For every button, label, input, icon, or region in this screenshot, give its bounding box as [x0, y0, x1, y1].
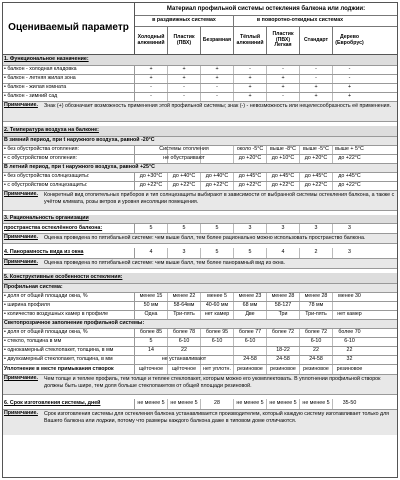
comparison-table — [2, 2, 398, 478]
section-title — [3, 55, 397, 66]
value-cell: 18-22 — [267, 347, 300, 355]
value-cell: выше -8°С — [267, 146, 300, 154]
value-cell: до +20°С — [300, 155, 333, 163]
value-cell: + — [267, 84, 300, 92]
value-cell: 50 мм — [135, 302, 168, 310]
section-title-text: 5. Конструктивные особенности остекления: — [4, 274, 123, 281]
row-label: • без обустройства солнцезащиты: — [3, 173, 135, 181]
value-cell: до +20°С — [234, 155, 267, 163]
note-row — [3, 234, 397, 244]
value-cell: менее 5 — [201, 293, 234, 301]
table-row — [3, 347, 397, 356]
col-header: Тёплый алюминий — [234, 27, 267, 54]
value-cell: + — [201, 75, 234, 83]
value-cell: более 78 — [168, 329, 201, 337]
table-row — [3, 224, 397, 234]
value-cell: Три-пять — [300, 311, 333, 319]
row-label: • ширина профиля — [3, 302, 135, 310]
note-row — [3, 102, 397, 122]
table-row — [3, 329, 397, 338]
note-row — [3, 259, 397, 269]
row-label: • балкон - летняя жилая зона — [3, 75, 135, 83]
section-title-text: В зимний период, при t наружного воздуха, равной -20°С — [4, 137, 155, 144]
value-cell: 3 — [348, 224, 351, 231]
table-body — [3, 55, 397, 435]
value-cell: выше -5°С — [300, 146, 333, 154]
value-cell: 22 — [168, 347, 201, 355]
param-header: Оцениваемый параметр — [3, 3, 135, 54]
value-cell: менее 28 — [300, 293, 333, 301]
table-row — [3, 173, 397, 182]
value-cell: до +45°С — [338, 173, 361, 180]
section-title-text: В летний период, при t наружного воздуха, равной +25°С — [4, 164, 155, 171]
value-cell: - — [300, 75, 333, 83]
value-cell: нет камер — [337, 311, 362, 318]
value-cell: 24-58 — [267, 356, 300, 364]
note-text: Чем толще и теплее профиль, тем толще и теплее стеклопакет, которым можно его укомплектовать. В уплотнении профильной створок должны быть шире, тем доля больше стеклопакетом от общей площади резиновой. — [44, 376, 381, 390]
value-cell: до +40°С — [201, 173, 234, 181]
note-label: Примечание. — [4, 375, 38, 381]
table-row — [3, 93, 397, 102]
value-cell: до +22°С — [300, 182, 333, 190]
row-label: • балкон - жилая комната — [3, 84, 135, 92]
value-cell: более 72 — [267, 329, 300, 337]
table-row — [3, 155, 397, 164]
value-cell: более 77 — [234, 329, 267, 337]
value-cell: + — [234, 84, 267, 92]
material-header — [135, 3, 397, 54]
value-cell: + — [234, 75, 267, 83]
row-label: Уплотнение в месте примыкания створок — [3, 365, 135, 374]
table-row — [3, 293, 397, 302]
value-cell: - — [168, 93, 201, 101]
table-row — [3, 338, 397, 347]
row-label: • с обустройством солнцезащиты: — [3, 182, 135, 190]
value-cell: до +22°С — [135, 182, 168, 190]
value-cell: до +10°С — [267, 155, 300, 163]
row-label: • стекло, толщина в мм — [3, 338, 135, 346]
value-cell: 4 — [267, 248, 300, 258]
note-row — [3, 375, 397, 395]
value-cell: менее 28 — [267, 293, 300, 301]
section-title — [3, 126, 397, 137]
value-cell: - — [348, 66, 351, 73]
section-title-text: 2. Температура воздуха на балконе: — [4, 127, 99, 134]
value-cell: более 72 — [300, 329, 333, 337]
col-header: Холодный алюминий — [135, 27, 168, 54]
section-title-text: 1. Функциональное назначение: — [4, 56, 89, 63]
value-cell: 28 — [201, 399, 234, 409]
value-cell: 35-50 — [342, 400, 357, 407]
value-cell: резиновое — [267, 365, 300, 374]
value-cell: - — [135, 93, 168, 101]
section-title-text: 6. Срок изготовления системы, дней — [3, 399, 135, 409]
table-row — [3, 66, 397, 75]
note-label: Примечание. — [4, 191, 38, 197]
value-cell: до +22°С — [168, 182, 201, 190]
note-label: Примечание. — [4, 234, 38, 240]
value-cell: Три-пять — [168, 311, 201, 319]
value-cell: + — [135, 66, 168, 74]
value-cell: не менее 5 — [234, 399, 267, 409]
col-header: Стандарт — [300, 27, 333, 54]
value-cell: + — [347, 84, 352, 91]
value-cell: - — [300, 66, 333, 74]
value-cell — [201, 155, 234, 163]
value-cell — [333, 302, 366, 310]
value-cell: Одна — [135, 311, 168, 319]
section-title — [3, 215, 397, 224]
value-cell: - — [267, 66, 300, 74]
value-cell: 5 — [135, 224, 168, 233]
value-cell: - — [348, 75, 351, 82]
value-cell: до +22°С — [234, 182, 267, 190]
value-cell: щёточное — [168, 365, 201, 374]
value-cell: 58-127 — [267, 302, 300, 310]
value-cell: + — [300, 84, 333, 92]
table-row — [3, 75, 397, 84]
value-cell: выше + 5°С — [335, 146, 364, 153]
value-cell: 5 — [201, 224, 234, 233]
value-cell — [267, 338, 300, 346]
note-text: Конкретный вид отопительных приборов и тип солнцезащиты выбирают в зависимости от выбранной системы остекления балкона, а также с учётом климата, розы ветров и уровня инсоляции помещения. — [44, 192, 395, 206]
value-cell: до +40°С — [168, 173, 201, 181]
value-cell: более 70 — [338, 329, 361, 336]
section-title — [3, 273, 397, 284]
section-title-text: 3. Рациональность организации — [4, 215, 89, 222]
value-cell: резиновое — [300, 365, 333, 374]
value-cell: нет уплотн. — [201, 365, 234, 374]
value-cell: резиновое — [234, 365, 267, 374]
table-row — [3, 311, 397, 320]
value-cell: более 85 — [135, 329, 168, 337]
value-cell: 5 — [135, 338, 168, 346]
value-cell: 3 — [168, 248, 201, 258]
section-title-text: пространства остеклённого балкона: — [3, 224, 135, 233]
value-cell: до +22°С — [201, 182, 234, 190]
value-cell: 3 — [300, 224, 333, 233]
subsection-title — [3, 164, 397, 173]
value-cell: до +45°С — [300, 173, 333, 181]
row-label: • двухкамерный стеклопакет, толщина, в мм — [3, 356, 135, 364]
value-cell: 78 мм — [300, 302, 333, 310]
note-row — [3, 191, 397, 211]
subsection-title — [3, 137, 397, 146]
value-cell — [234, 347, 267, 355]
value-cell — [201, 146, 234, 154]
value-cell: не устанавливают — [161, 356, 207, 363]
subsection-title — [3, 320, 397, 329]
row-label: • количество воздушных камер в профиле — [3, 311, 135, 319]
note-label: Примечание. — [4, 259, 38, 265]
row-label: • балкон - холодная кладовка — [3, 66, 135, 74]
value-cell: 3 — [234, 224, 267, 233]
value-cell: до +22°С — [338, 182, 361, 189]
row-label: • без обустройства отопления: — [3, 146, 135, 154]
table-row — [3, 365, 397, 375]
note-text: Знак (+) обозначает возможность применения этой профильной системы; знак (-) - невозможность или нецелесообразность её применения. — [44, 103, 391, 109]
value-cell: не менее 5 — [300, 399, 333, 409]
material-title: Материал профильной системы остекления балкона или лоджии: — [135, 3, 397, 16]
row-label: • с обустройством отопления: — [3, 155, 135, 163]
note-text: Оценка проведена по пятибальной системе: чем выше балл, тем более рационально можно использовать пространство балкона. — [44, 235, 366, 241]
group-swing: в поворотно-откидных системах — [256, 17, 344, 24]
value-cell: Две — [234, 311, 267, 319]
material-columns — [135, 27, 397, 54]
system-groups — [135, 16, 397, 27]
value-cell: + — [234, 93, 267, 101]
value-cell: менее 22 — [168, 293, 201, 301]
value-cell: 22 — [346, 347, 353, 354]
note-label: Примечание. — [4, 410, 38, 416]
value-cell — [201, 347, 234, 355]
value-cell: Три — [267, 311, 300, 319]
table-row — [3, 84, 397, 93]
value-cell — [201, 356, 234, 364]
value-cell: 3 — [267, 224, 300, 233]
value-cell: до +22°С — [267, 182, 300, 190]
value-cell: + — [201, 66, 234, 74]
table-row — [3, 302, 397, 311]
value-cell: не менее 5 — [267, 399, 300, 409]
col-header: Безрамная — [201, 27, 234, 54]
row-label: • однокамерный стеклопакет, толщина, в мм — [3, 347, 135, 355]
note-text: Оценка проведена по пятибальной системе: чем выше балл, тем более панорамный вид из окна. — [44, 260, 286, 266]
value-cell: резиновое — [336, 365, 363, 372]
note-text: Срок изготовления системы для остекления балкона устанавливается производителем, который каждую систему изготавливает только для Вашего балкона или лоджии, потому что размеры каждого балкона даже в типовом доме отличаются. — [44, 411, 390, 425]
value-cell: - — [201, 93, 234, 101]
group-sliding: в раздвижных системах — [135, 16, 234, 26]
value-cell: 6-10 — [344, 338, 355, 345]
value-cell: - — [135, 84, 168, 92]
table-row — [3, 356, 397, 365]
value-cell: + — [168, 66, 201, 74]
value-cell: + — [300, 93, 333, 101]
section-title-text: 4. Панорамность вида из окна — [3, 248, 135, 258]
note-row — [3, 410, 397, 435]
table-row — [3, 399, 397, 410]
row-label: • доля от общей площади окна, % — [3, 329, 135, 337]
value-cell: до +30°С — [135, 173, 168, 181]
value-cell: до +22°С — [338, 155, 361, 162]
value-cell: 6-10 — [201, 338, 234, 346]
value-cell: 24-58 — [234, 356, 267, 364]
value-cell: около -5°С — [234, 146, 267, 154]
value-cell: 4 — [135, 248, 168, 258]
note-label: Примечание. — [4, 102, 38, 108]
table-header — [3, 3, 397, 55]
value-cell: щёточное — [135, 365, 168, 374]
value-cell: + — [168, 75, 201, 83]
col-header: Дерево (Евробрус) — [335, 34, 364, 46]
value-cell: 6-10 — [234, 338, 267, 346]
value-cell: 68 мм — [234, 302, 267, 310]
value-cell: + — [135, 75, 168, 83]
col-header: Пластик (ПВХ) — [168, 27, 201, 54]
value-cell: 58-64мм — [168, 302, 201, 310]
row-label: • доля от общей площади окна, % — [3, 293, 135, 301]
value-cell: 5 — [168, 224, 201, 233]
value-cell: + — [347, 93, 352, 100]
section-title-text: Светопрозрачное заполнение профильной системы: — [4, 320, 145, 327]
value-cell: 24-58 — [300, 356, 333, 364]
value-cell: 14 — [135, 347, 168, 355]
value-cell: - — [234, 66, 267, 74]
row-label: • балкон - зимний сад — [3, 93, 135, 101]
value-cell: 3 — [348, 249, 351, 256]
value-cell: - — [168, 84, 201, 92]
value-cell: нет камер — [201, 311, 234, 319]
value-cell: 22 — [300, 347, 333, 355]
table-row — [3, 248, 397, 259]
section-title-text: Профильная система: — [4, 284, 63, 291]
value-cell: 5 — [201, 248, 234, 258]
value-cell: 6-10 — [300, 338, 333, 346]
value-cell: + — [267, 75, 300, 83]
value-cell: менее 30 — [338, 293, 361, 300]
value-cell: менее 15 — [135, 293, 168, 301]
value-cell: менее 23 — [234, 293, 267, 301]
value-cell: не менее 5 — [135, 399, 168, 409]
value-cell: 6-10 — [168, 338, 201, 346]
value-cell: до +45°С — [267, 173, 300, 181]
subsection-title — [3, 284, 397, 293]
value-cell: не менее 5 — [168, 399, 201, 409]
value-cell: 5 — [234, 248, 267, 258]
value-cell: 2 — [300, 248, 333, 258]
value-cell: до +45°С — [234, 173, 267, 181]
value-cell: - — [267, 93, 300, 101]
value-cell: 32 — [346, 356, 353, 363]
value-cell: 40-60 мм — [201, 302, 234, 310]
value-cell: не обустраивают — [163, 155, 205, 162]
value-cell: более 95 — [201, 329, 234, 337]
value-cell: - — [201, 84, 234, 92]
value-cell: Системы отопления — [159, 146, 209, 153]
col-header: Пластик (ПВХ) Легкая — [267, 27, 300, 54]
table-row — [3, 182, 397, 191]
table-row — [3, 146, 397, 155]
